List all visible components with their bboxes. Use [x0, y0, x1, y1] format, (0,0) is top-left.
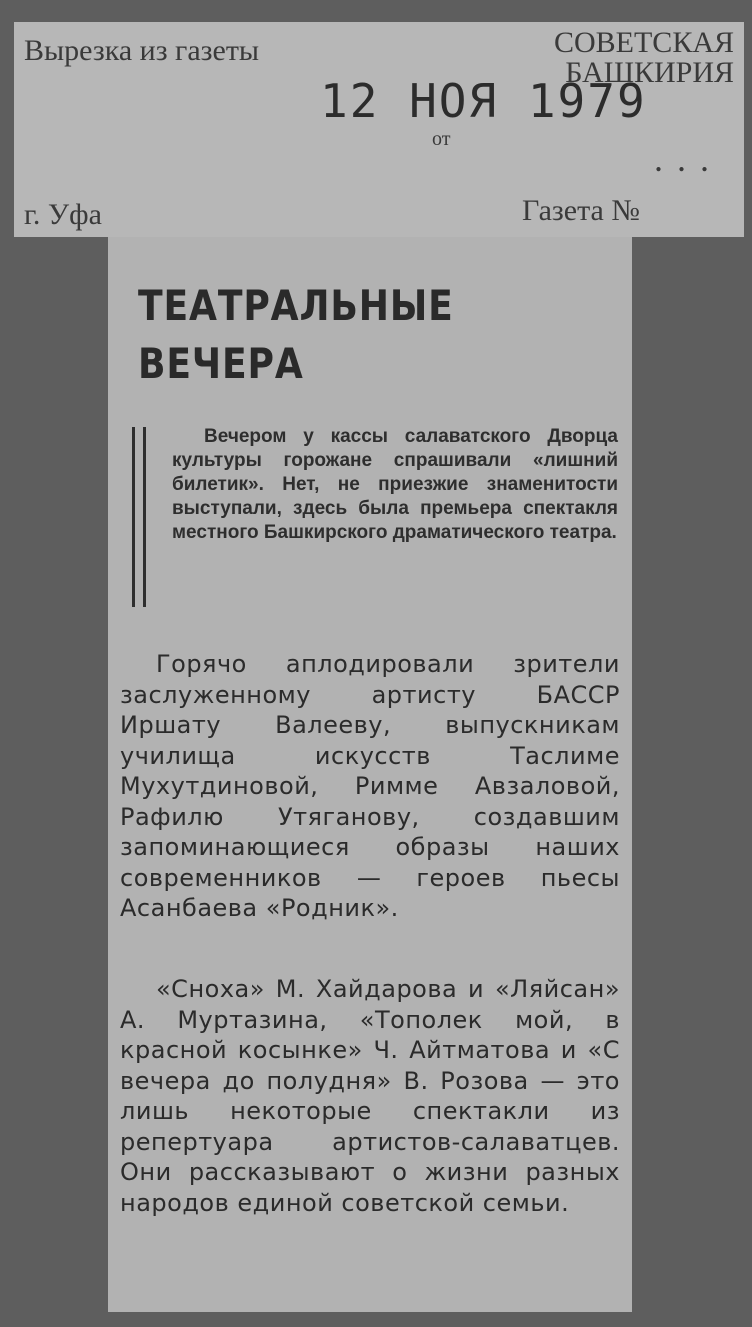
newspaper-name-line2: БАШКИРИЯ: [565, 56, 734, 89]
clipping-label: Вырезка из газеты: [24, 34, 260, 67]
title-line2: ВЕЧЕРА: [138, 339, 304, 388]
city-label: г. Уфа: [24, 198, 102, 231]
newspaper-clipping: [108, 237, 632, 1312]
from-label: от: [432, 128, 451, 150]
issue-label: Газета №: [522, 194, 640, 227]
article-paragraph-1: Горячо аплодировали зрители заслуженному артисту БАССР Иршату Валееву, выпускникам училища искусств Таслиме Мухутдиновой, Римме Авзаловой, Рафилю Утяганову, создавшим запоминающиеся образы наших современников — героев пьесы Асанбаева «Родник».: [120, 650, 620, 922]
article-paragraph-2: «Сноха» М. Хайдарова и «Ляйсан» А. Муртазина, «Тополек мой, в красной косынке» Ч. Айтматова и «С вечера до полудня» В. Розова — это лишь некоторые спектакли из репертуара артистов-салаватцев. Они рассказывают о жизни разных народов единой советской семьи.: [120, 975, 620, 1217]
date-stamp: 12 НОЯ 1979: [320, 74, 647, 128]
clipping-header: [14, 22, 744, 237]
lead-marker-bar: [132, 427, 146, 607]
article-lead: Вечером у кассы салаватского Дворца культуры горожане спрашивали «лишний билетик». Нет, не приезжие знаменитости выступали, здесь была премьера спектакля местного Башкирского драматического театра.: [172, 426, 618, 543]
article-title: [138, 277, 454, 393]
date-blank-dots: ...: [654, 139, 723, 179]
newspaper-name-line1: СОВЕТСКАЯ: [553, 26, 734, 59]
title-line1: ТЕАТРАЛЬНЫЕ: [138, 281, 454, 330]
